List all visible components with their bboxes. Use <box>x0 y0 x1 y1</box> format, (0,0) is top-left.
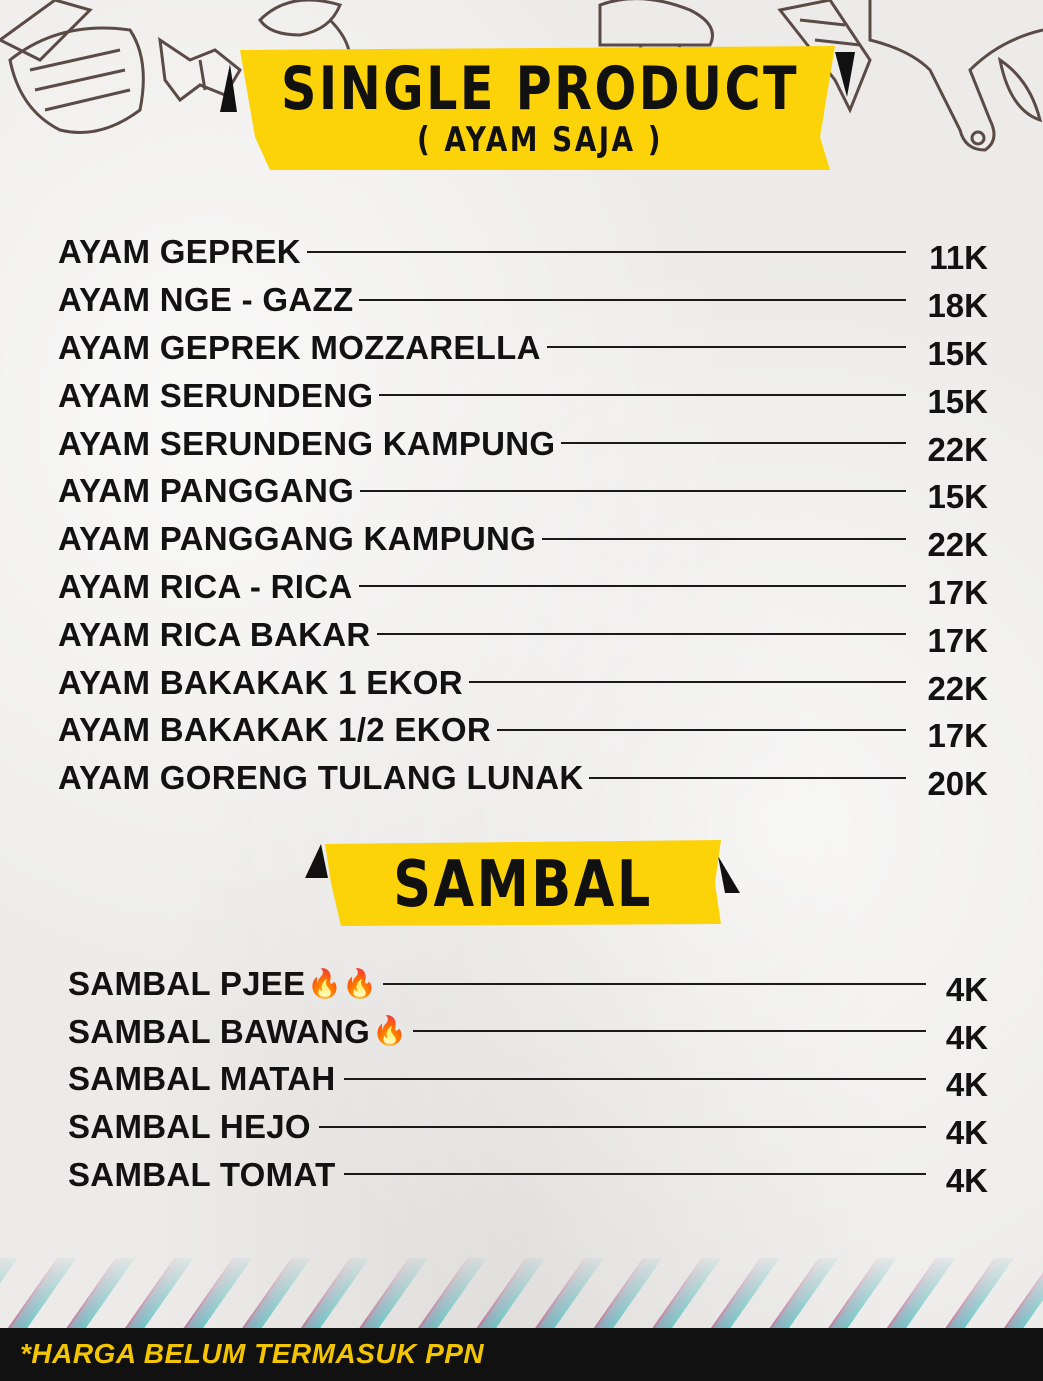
item-price: 22K <box>927 430 988 468</box>
dotted-leader-line <box>377 633 906 635</box>
single-product-subtitle: ( AYAM SAJA ) <box>417 120 663 160</box>
dotted-leader-line <box>344 1173 926 1175</box>
item-name: AYAM RICA - RICA <box>58 567 353 605</box>
dotted-leader-line <box>469 681 906 683</box>
dotted-leader-line <box>359 585 906 587</box>
list-item <box>58 706 988 754</box>
dotted-leader-line <box>360 490 906 492</box>
brush-doodle-icon <box>0 0 143 133</box>
footer-bar <box>0 1328 1043 1381</box>
list-item <box>58 228 988 276</box>
dotted-leader-line <box>307 251 906 253</box>
item-name: AYAM BAKAKAK 1/2 EKOR <box>58 711 491 749</box>
item-name: SAMBAL MATAH <box>68 1060 336 1098</box>
dotted-leader-line <box>344 1078 926 1080</box>
list-item <box>68 1055 988 1103</box>
list-item <box>58 563 988 611</box>
item-price: 15K <box>927 382 988 420</box>
list-item <box>68 1150 988 1198</box>
item-price: 4K <box>945 971 988 1009</box>
item-price: 11K <box>929 239 988 277</box>
item-name: SAMBAL BAWANG <box>68 1012 371 1050</box>
item-name: AYAM PANGGANG KAMPUNG <box>58 520 537 558</box>
item-price: 4K <box>945 1066 988 1104</box>
dotted-leader-line <box>547 346 906 348</box>
item-price: 17K <box>927 621 988 659</box>
fire-icon: 🔥🔥 <box>307 967 378 999</box>
list-item <box>58 371 988 419</box>
tax-note: *HARGA BELUM TERMASUK PPN <box>20 1338 485 1369</box>
list-item <box>68 960 988 1008</box>
dotted-leader-line <box>319 1126 926 1128</box>
item-price: 17K <box>927 573 988 611</box>
single-product-title: SINGLE PRODUCT <box>280 54 800 124</box>
item-name: SAMBAL HEJO <box>68 1108 311 1146</box>
item-price: 22K <box>927 526 988 564</box>
fire-icon: 🔥 <box>372 1015 407 1047</box>
item-price: 4K <box>945 1018 988 1056</box>
item-name: AYAM PANGGANG <box>58 472 355 510</box>
item-name: AYAM GORENG TULANG LUNAK <box>58 759 584 797</box>
item-price: 4K <box>945 1161 988 1199</box>
item-price: 15K <box>927 334 988 372</box>
item-name: AYAM GEPREK <box>58 233 301 271</box>
item-name: AYAM SERUNDENG KAMPUNG <box>58 424 556 462</box>
dotted-leader-line <box>379 394 906 396</box>
list-item <box>58 467 988 515</box>
item-name: AYAM NGE - GAZZ <box>58 281 354 319</box>
item-name: AYAM GEPREK MOZZARELLA <box>58 328 541 366</box>
dotted-leader-line <box>359 299 906 301</box>
list-item <box>58 658 988 706</box>
dotted-leader-line <box>561 442 906 444</box>
dotted-leader-line <box>383 983 926 985</box>
item-price: 22K <box>927 669 988 707</box>
list-item <box>58 324 988 372</box>
single-product-list <box>58 228 988 802</box>
list-item <box>68 1008 988 1056</box>
item-price: 20K <box>927 765 988 803</box>
list-item <box>68 1103 988 1151</box>
list-item <box>58 419 988 467</box>
item-name: SAMBAL PJEE <box>68 965 306 1003</box>
dotted-leader-line <box>542 538 906 540</box>
leaf-doodle-icon <box>1000 60 1040 120</box>
item-price: 15K <box>927 478 988 516</box>
sambal-list <box>68 960 988 1198</box>
item-name: AYAM RICA BAKAR <box>58 615 371 653</box>
dotted-leader-line <box>589 777 906 779</box>
sambal-banner <box>303 838 743 938</box>
list-item <box>58 276 988 324</box>
item-name: AYAM BAKAKAK 1 EKOR <box>58 663 463 701</box>
item-price: 4K <box>945 1114 988 1152</box>
item-name: SAMBAL TOMAT <box>68 1155 336 1193</box>
item-price: 17K <box>927 717 988 755</box>
list-item <box>58 754 988 802</box>
single-product-banner <box>215 42 865 177</box>
sambal-title: SAMBAL <box>393 848 653 922</box>
list-item <box>58 610 988 658</box>
dotted-leader-line <box>413 1030 926 1032</box>
diagonal-stripes-decoration <box>0 1258 1043 1328</box>
item-price: 18K <box>927 287 988 325</box>
dotted-leader-line <box>497 729 906 731</box>
item-name: AYAM SERUNDENG <box>58 376 374 414</box>
list-item <box>58 515 988 563</box>
